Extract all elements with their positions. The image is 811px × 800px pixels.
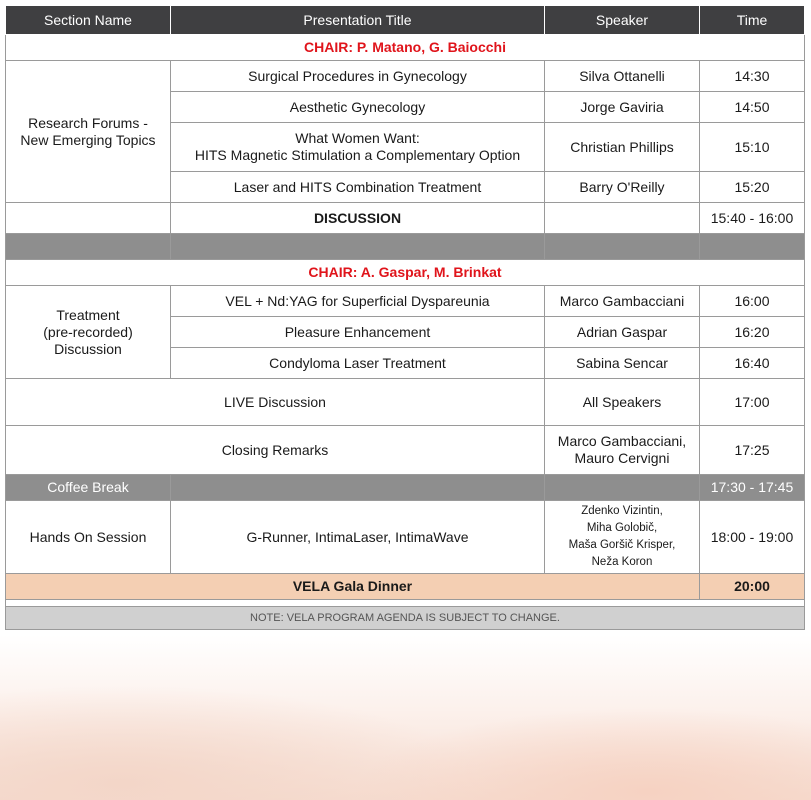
speaker-line: Neža Koron [591,556,653,568]
hands-on-time: 18:00 - 19:00 [700,501,805,574]
agenda-table [5,5,805,630]
section-line: Treatment [56,306,120,323]
speaker: Adrian Gaspar [545,317,700,348]
live-speaker: All Speakers [545,379,700,426]
section-line: (pre-recorded) [43,323,133,340]
header-section: Section Name [6,6,171,35]
chair-row [6,260,805,286]
discussion-row [6,203,805,234]
empty-cell [545,203,700,234]
separator-band [6,234,805,260]
header-time: Time [700,6,805,35]
hands-on-title: G-Runner, IntimaLaser, IntimaWave [171,501,545,574]
gala-row [6,574,805,600]
decorative-background [0,635,811,800]
chair-row [6,35,805,61]
header-speaker: Speaker [545,6,700,35]
live-title: LIVE Discussion [6,379,545,426]
closing-time: 17:25 [700,426,805,475]
speaker: Marco Gambacciani [545,286,700,317]
speaker-line: Maša Goršič Krisper, [568,539,676,551]
section-name: Research Forums - New Emerging Topics [6,61,171,203]
time: 15:10 [700,123,805,172]
live-discussion-row [6,379,805,426]
time: 16:00 [700,286,805,317]
closing-title: Closing Remarks [6,426,545,475]
speaker-line: Miha Golobič, [586,522,658,534]
speaker-line: Mauro Cervigni [574,450,670,466]
closing-speaker [545,426,700,475]
spacer-row [6,600,805,607]
speaker: Jorge Gaviria [545,92,700,123]
discussion-time: 15:40 - 16:00 [700,203,805,234]
empty-cell [6,203,171,234]
presentation-title: Surgical Procedures in Gynecology [171,61,545,92]
section-name [6,286,171,379]
discussion-title: DISCUSSION [171,203,545,234]
speaker: Christian Phillips [545,123,700,172]
note-row [6,607,805,630]
presentation-title: Aesthetic Gynecology [171,92,545,123]
time: 16:20 [700,317,805,348]
gala-title: VELA Gala Dinner [6,574,700,600]
speaker: Silva Ottanelli [545,61,700,92]
coffee-break-row [6,475,805,501]
header-row [6,6,805,35]
table-row [6,61,805,92]
speaker: Sabina Sencar [545,348,700,379]
presentation-title: Condyloma Laser Treatment [171,348,545,379]
closing-remarks-row [6,426,805,475]
speaker-line: Zdenko Vizintin, [581,505,663,517]
title-line: HITS Magnetic Stimulation a Complementary Option [194,147,521,163]
time: 14:50 [700,92,805,123]
note-text: NOTE: VELA PROGRAM AGENDA IS SUBJECT TO CHANGE. [6,607,805,630]
speaker: Barry O'Reilly [545,172,700,203]
hands-on-section: Hands On Session [6,501,171,574]
time: 15:20 [700,172,805,203]
title-line: What Women Want: [295,130,420,146]
hands-on-speakers [545,501,700,574]
chair-text: CHAIR: A. Gaspar, M. Brinkat [6,260,805,286]
presentation-title: Pleasure Enhancement [171,317,545,348]
chair-text: CHAIR: P. Matano, G. Baiocchi [6,35,805,61]
presentation-title: Laser and HITS Combination Treatment [171,172,545,203]
presentation-title [171,123,545,172]
time: 14:30 [700,61,805,92]
coffee-time: 17:30 - 17:45 [700,475,805,501]
coffee-label: Coffee Break [6,475,171,501]
section-line: Discussion [54,340,122,357]
gala-time: 20:00 [700,574,805,600]
table-row [6,286,805,317]
speaker-line: Marco Gambacciani, [557,433,687,449]
hands-on-row [6,501,805,574]
live-time: 17:00 [700,379,805,426]
header-title: Presentation Title [171,6,545,35]
presentation-title: VEL + Nd:YAG for Superficial Dyspareunia [171,286,545,317]
time: 16:40 [700,348,805,379]
